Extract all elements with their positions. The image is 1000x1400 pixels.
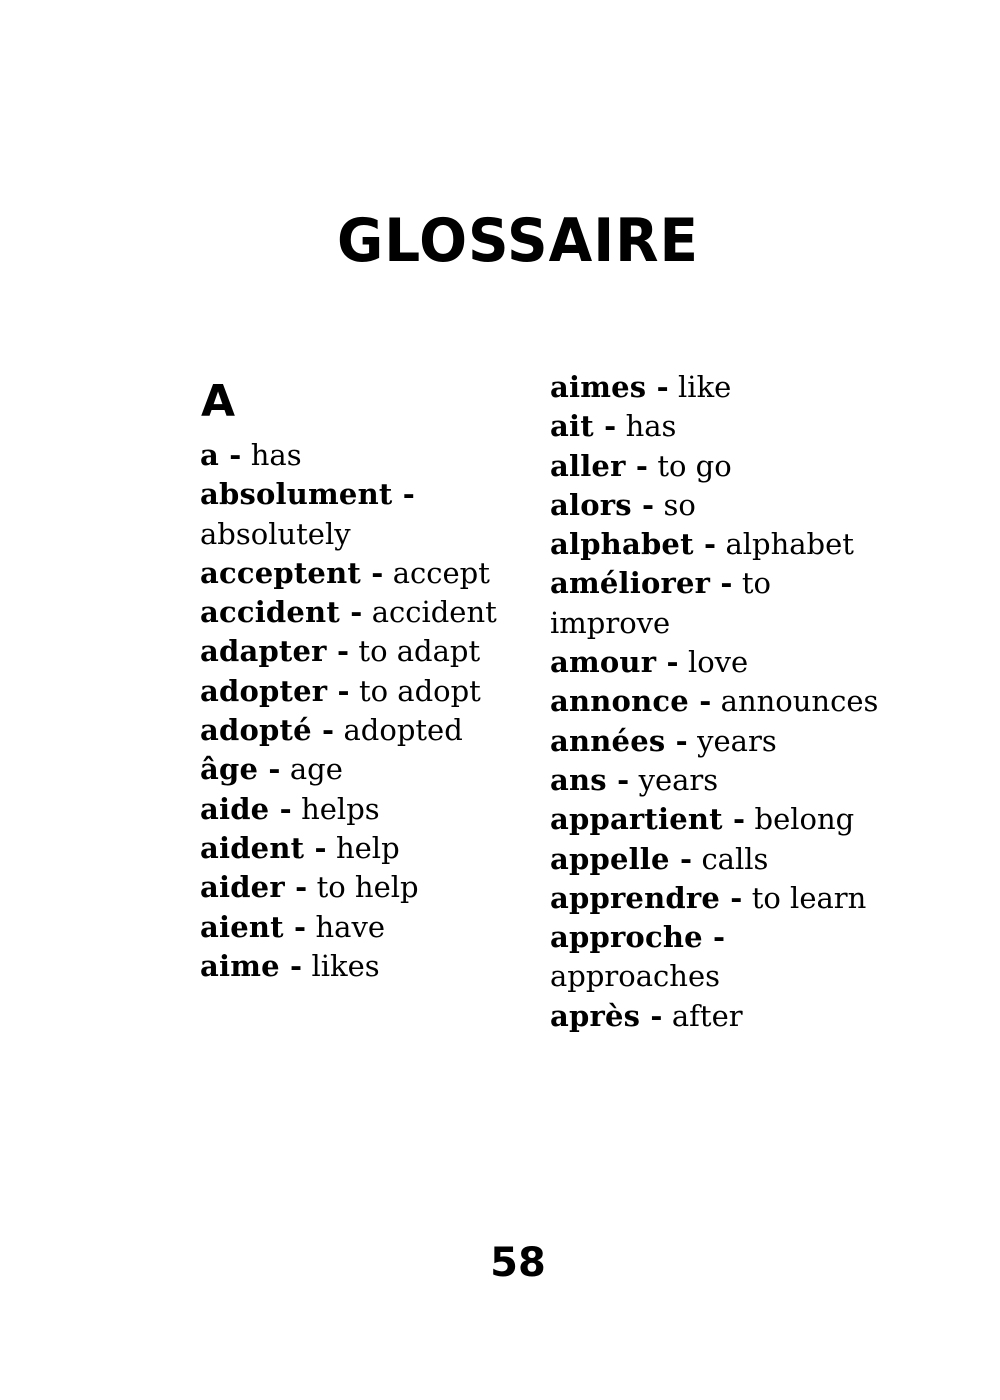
- entry-definition: help: [335, 830, 400, 865]
- entry-definition: age: [289, 752, 343, 787]
- entry-term: aide -: [200, 791, 292, 826]
- entry-definition: approaches: [550, 959, 720, 994]
- glossary-entry: [200, 908, 530, 947]
- entry-definition: announces: [720, 684, 879, 719]
- entry-term: apprendre -: [550, 880, 743, 915]
- glossary-entry: [550, 525, 880, 564]
- entry-term: aient -: [200, 909, 307, 944]
- entry-term: ait -: [550, 409, 617, 444]
- glossary-entry: [550, 800, 880, 839]
- glossary-column-left: [200, 372, 530, 986]
- entry-definition: absolutely: [200, 516, 351, 551]
- glossary-entry: [200, 475, 530, 554]
- entry-term: après -: [550, 998, 663, 1033]
- section-letter: A: [201, 376, 236, 427]
- entry-definition: accident: [371, 595, 497, 630]
- glossary-entry: [550, 879, 880, 918]
- glossary-entry: [550, 722, 880, 761]
- glossary-entry: [200, 947, 530, 986]
- glossary-entry: [200, 829, 530, 868]
- entry-term: années -: [550, 723, 688, 758]
- entry-definition: years: [697, 723, 777, 758]
- glossary-entry: [550, 918, 880, 997]
- entry-term: améliorer -: [550, 566, 733, 601]
- entry-definition: likes: [311, 948, 380, 983]
- entry-definition: so: [663, 487, 696, 522]
- entry-term: aimes -: [550, 370, 669, 404]
- page-title: GLOSSAIRE: [337, 206, 699, 276]
- entry-term: adopter -: [200, 673, 350, 708]
- glossary-entry: [200, 593, 530, 632]
- entry-definition: to adapt: [358, 634, 481, 669]
- glossary-entry: [550, 407, 880, 446]
- glossary-entry: [550, 643, 880, 682]
- entry-term: alors -: [550, 487, 655, 522]
- entry-definition: to help: [316, 870, 419, 905]
- entry-definition: to go: [657, 448, 732, 483]
- entry-definition: have: [315, 909, 386, 944]
- entry-definition: alphabet: [725, 527, 854, 562]
- entry-definition: has: [250, 438, 302, 472]
- glossary-entry: [550, 447, 880, 486]
- page-number: 58: [490, 1240, 546, 1286]
- entry-definition: to learn: [751, 880, 867, 915]
- glossary-entry: [200, 868, 530, 907]
- entry-term: aider -: [200, 870, 308, 905]
- glossary-entry: [200, 790, 530, 829]
- entry-term: a -: [200, 438, 242, 472]
- entry-term: absolument -: [200, 477, 415, 512]
- entry-definition: to adopt: [358, 673, 481, 708]
- entry-definition: after: [671, 998, 743, 1033]
- glossary-entry: [200, 711, 530, 750]
- glossary-entry: [550, 761, 880, 800]
- glossary-entry: [200, 436, 530, 475]
- entry-term: appartient -: [550, 802, 746, 837]
- entry-term: accident -: [200, 595, 363, 630]
- entry-definition: has: [625, 409, 677, 444]
- entry-definition: like: [678, 370, 732, 404]
- entry-term: amour -: [550, 645, 679, 680]
- entry-definition: adopted: [343, 713, 463, 748]
- entry-term: acceptent -: [200, 555, 384, 590]
- entry-definition: belong: [754, 802, 855, 837]
- entry-term: adapter -: [200, 634, 350, 669]
- entry-list-right: [550, 368, 880, 1036]
- entry-definition: years: [638, 762, 719, 797]
- glossary-entry: [550, 368, 880, 407]
- entry-term: aime -: [200, 948, 303, 983]
- entry-term: adopté -: [200, 713, 335, 748]
- entry-definition: calls: [701, 841, 769, 876]
- entry-term: approche -: [550, 920, 726, 955]
- glossary-entry: [550, 682, 880, 721]
- glossary-entry: [200, 750, 530, 789]
- entry-term: alphabet -: [550, 527, 717, 562]
- entry-term: ans -: [550, 762, 630, 797]
- entry-definition: accept: [392, 555, 490, 590]
- entry-definition: to improve: [550, 566, 771, 640]
- entry-list-left: [200, 436, 530, 986]
- entry-term: appelle -: [550, 841, 693, 876]
- glossary-entry: [550, 564, 880, 643]
- glossary-entry: [550, 997, 880, 1036]
- glossary-column-right: [550, 368, 880, 1036]
- glossary-entry: [200, 672, 530, 711]
- entry-term: aller -: [550, 448, 649, 483]
- entry-term: annonce -: [550, 684, 712, 719]
- entry-definition: helps: [301, 791, 380, 826]
- glossary-entry: [200, 632, 530, 671]
- entry-term: âge -: [200, 752, 281, 787]
- glossary-entry: [550, 486, 880, 525]
- entry-term: aident -: [200, 830, 327, 865]
- glossary-entry: [550, 840, 880, 879]
- entry-definition: love: [687, 645, 749, 680]
- glossary-entry: [200, 554, 530, 593]
